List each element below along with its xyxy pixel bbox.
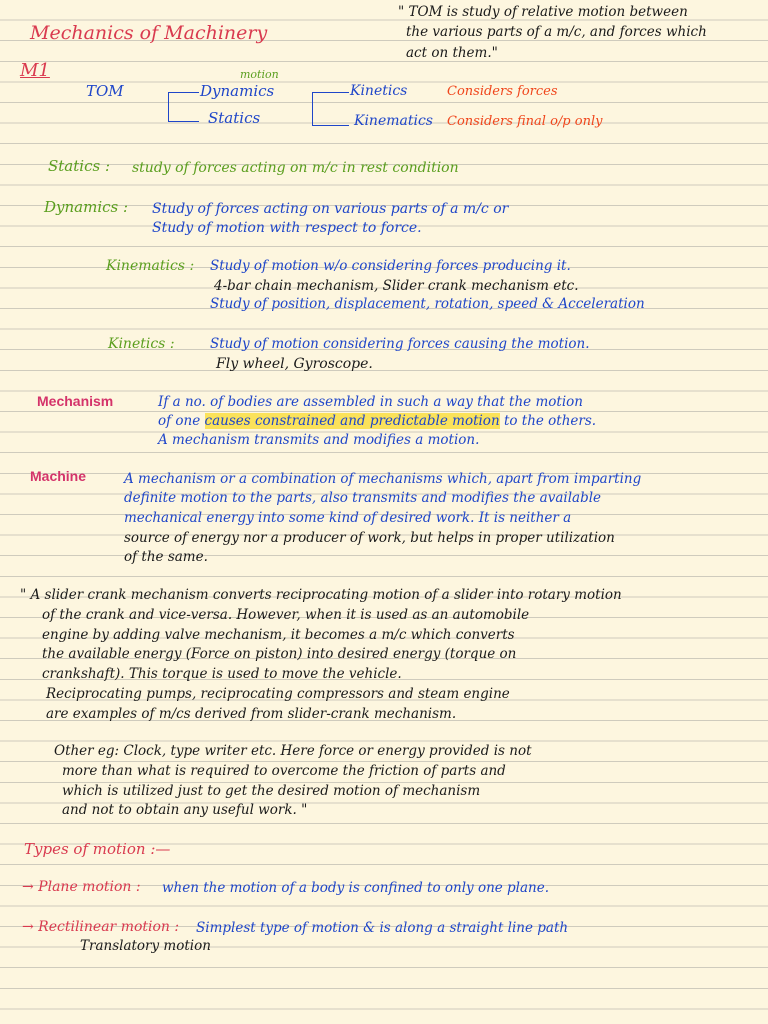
kinetics-term: Kinetics :	[108, 336, 175, 352]
slider-line-4: the available energy (Force on piston) into desired energy (torque on	[42, 646, 517, 662]
machine-line-4: source of energy nor a producer of work, but helps in proper utilization	[124, 530, 615, 546]
dynamics-term: Dynamics :	[44, 198, 129, 216]
tree-bracket-2	[312, 92, 349, 126]
other-line-2: more than what is required to overcome the friction of parts and	[62, 763, 506, 779]
mechanism-line-3: A mechanism transmits and modifies a motion.	[158, 432, 480, 448]
tree-statics: Statics	[208, 109, 261, 127]
mechanism-line-2-pre: of one	[158, 413, 201, 429]
machine-line-2: definite motion to the parts, also transmits and modifies the available	[124, 490, 602, 506]
machine-line-5: of the same.	[124, 549, 208, 565]
statics-term: Statics :	[48, 157, 110, 175]
mechanism-line-2-post: to the others.	[503, 413, 597, 429]
other-line-1: Other eg: Clock, type writer etc. Here force or energy provided is not	[54, 743, 532, 759]
tree-kinematics-note: Considers final o/p only	[447, 114, 603, 129]
kinetics-example: Fly wheel, Gyroscope.	[216, 356, 373, 372]
tree-kinetics: Kinetics	[350, 83, 408, 99]
rectilinear-motion-label: → Rectilinear motion :	[22, 919, 180, 935]
mechanism-highlight: causes constrained and predictable motion	[204, 413, 500, 429]
other-line-4: and not to obtain any useful work. "	[62, 802, 308, 818]
plane-motion-label: → Plane motion :	[22, 879, 141, 895]
kinematics-term: Kinematics :	[106, 258, 195, 274]
types-heading: Types of motion :—	[24, 840, 171, 858]
mechanism-label: Mechanism	[37, 393, 114, 409]
machine-label: Machine	[30, 468, 87, 484]
machine-line-3: mechanical energy into some kind of desired work. It is neither a	[124, 510, 572, 526]
plane-motion-text: when the motion of a body is confined to only one plane.	[162, 880, 550, 896]
tree-bracket-1	[168, 92, 199, 122]
slider-line-6: Reciprocating pumps, reciprocating compressors and steam engine	[46, 686, 510, 702]
slider-line-3: engine by adding valve mechanism, it becomes a m/c which converts	[42, 627, 515, 643]
page-title: Mechanics of Machinery	[30, 22, 268, 44]
mechanism-line-2	[158, 415, 596, 429]
tree-dynamics-note: motion	[240, 68, 279, 81]
kinematics-example: 4-bar chain mechanism, Slider crank mechanism etc.	[214, 278, 579, 294]
kinematics-line-1: Study of motion w/o considering forces producing it.	[210, 258, 571, 274]
tree-root: TOM	[86, 82, 124, 100]
tree-dynamics: Dynamics	[200, 82, 275, 100]
kinematics-line-3: Study of position, displacement, rotation, speed & Acceleration	[210, 296, 645, 312]
other-line-3: which is utilized just to get the desired motion of mechanism	[62, 783, 481, 799]
quote-line-3: act on them."	[406, 45, 498, 61]
tree-kinematics: Kinematics	[354, 113, 433, 129]
dynamics-line-1: Study of forces acting on various parts of a m/c or	[152, 201, 509, 217]
module-label: M1	[20, 60, 50, 81]
mechanism-line-1: If a no. of bodies are assembled in such a way that the motion	[158, 394, 583, 410]
slider-line-5: crankshaft). This torque is used to move the vehicle.	[42, 666, 402, 682]
quote-line-2: the various parts of a m/c, and forces which	[406, 24, 707, 40]
slider-line-7: are examples of m/cs derived from slider-crank mechanism.	[46, 706, 457, 722]
dynamics-line-2: Study of motion with respect to force.	[152, 220, 422, 236]
quote-line-1: " TOM is study of relative motion between	[398, 4, 688, 20]
translatory-motion: Translatory motion	[80, 938, 211, 954]
slider-line-2: of the crank and vice-versa. However, when it is used as an automobile	[42, 607, 530, 623]
statics-text: study of forces acting on m/c in rest condition	[132, 160, 459, 176]
tree-kinetics-note: Considers forces	[447, 84, 558, 99]
rectilinear-motion-text: Simplest type of motion & is along a straight line path	[196, 920, 569, 936]
kinetics-line-1: Study of motion considering forces causing the motion.	[210, 336, 590, 352]
slider-line-1: " A slider crank mechanism converts reciprocating motion of a slider into rotary motion	[20, 587, 622, 603]
machine-line-1: A mechanism or a combination of mechanisms which, apart from imparting	[124, 471, 642, 487]
